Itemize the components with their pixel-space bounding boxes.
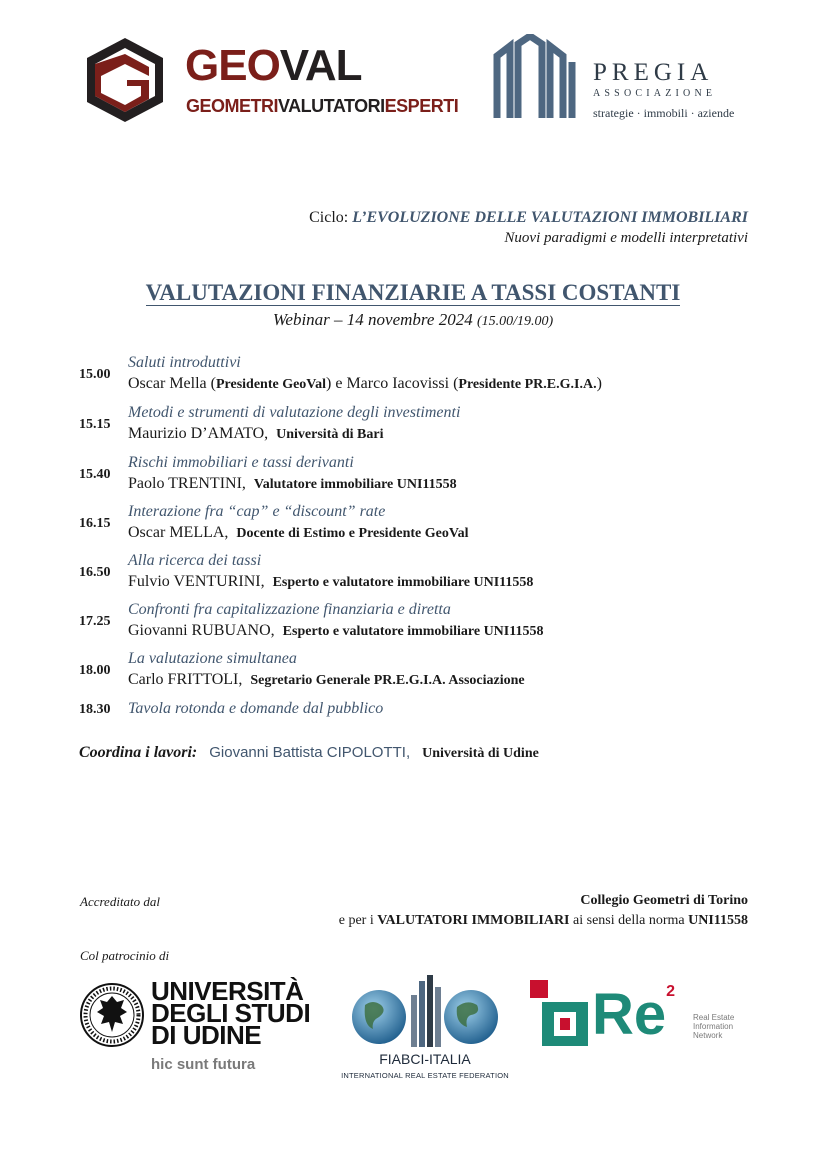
- program-speaker-opening: [128, 375, 602, 393]
- speaker-name: Giovanni RUBUANO,: [128, 622, 275, 639]
- program-time: 16.15: [79, 516, 111, 531]
- fiabci-globes-icon: [345, 975, 505, 1047]
- re2-line2: Information: [693, 1022, 734, 1031]
- program-speaker: [128, 671, 525, 689]
- webinar-hours: (15.00/19.00): [476, 314, 554, 329]
- geoval-name-dark: VAL: [279, 41, 362, 90]
- re2-sup: 2: [666, 983, 676, 1000]
- fiabci-logo: [340, 975, 510, 1081]
- accreditation-body: Collegio Geometri di Torino: [580, 893, 748, 908]
- coordination-label: Coordina i lavori:: [79, 744, 198, 761]
- opening-mid: ) e Marco Iacovissi (: [326, 375, 459, 392]
- speaker-affiliation: Esperto e valutatore immobiliare UNI11558: [272, 575, 534, 590]
- program-topic: Saluti introduttivi: [128, 354, 241, 371]
- speaker-affiliation: Docente di Estimo e Presidente GeoVal: [236, 526, 469, 541]
- program-speaker: [128, 622, 543, 640]
- geoval-sub-3: ESPERTI: [384, 96, 459, 116]
- event-title: [0, 280, 826, 306]
- uniud-logo: [79, 978, 329, 1078]
- speaker-name: Oscar MELLA,: [128, 524, 229, 541]
- re2-square-icon: [530, 980, 592, 1048]
- program-speaker: [128, 524, 469, 542]
- cycle-label: Ciclo:: [309, 209, 349, 226]
- program-time: 16.50: [79, 565, 111, 580]
- cycle-line: [309, 208, 748, 227]
- program-time: 15.00: [79, 367, 111, 382]
- program-speaker: [128, 475, 457, 493]
- coordination-name: Giovanni Battista CIPOLOTTI,: [209, 744, 411, 761]
- fiabci-subtitle: INTERNATIONAL REAL ESTATE FEDERATION: [341, 1071, 509, 1080]
- speaker-name: Maurizio D’AMATO,: [128, 425, 269, 442]
- event-title-text: VALUTAZIONI FINANZIARIE A TASSI COSTANTI: [145, 280, 681, 305]
- accreditation-label: Accreditato dal: [80, 894, 161, 909]
- re2-logo: [530, 980, 750, 1050]
- program-speaker: [128, 425, 383, 443]
- program-time: 18.30: [79, 702, 111, 717]
- program-topic: Confronti fra capitalizzazione finanziaria e diretta: [128, 601, 451, 618]
- coordination-affiliation: Università di Udine: [422, 746, 539, 761]
- cycle-subtitle: Nuovi paradigmi e modelli interpretativi: [504, 230, 748, 246]
- geoval-name-red: GEO: [185, 41, 280, 90]
- re2-line1: Real Estate: [693, 1013, 735, 1022]
- re2-line3: Network: [693, 1031, 723, 1040]
- speaker-affiliation: Università di Bari: [276, 427, 384, 442]
- norm-code: UNI11558: [688, 913, 748, 928]
- opening-role1: Presidente GeoVal: [215, 377, 327, 392]
- program-time: 15.40: [79, 467, 111, 482]
- norm-bold: VALUTATORI IMMOBILIARI: [377, 913, 570, 928]
- webinar-date: Webinar – 14 novembre 2024: [272, 310, 473, 329]
- pregia-columns-icon: [492, 34, 578, 120]
- uniud-line2: DEGLI STUDI: [151, 998, 311, 1028]
- norm-pre: e per i: [338, 913, 378, 928]
- geoval-logo: [79, 34, 459, 126]
- speaker-affiliation: Segretario Generale PR.E.G.I.A. Associazione: [250, 673, 525, 688]
- geoval-hexagon-icon: [79, 34, 171, 126]
- re2-wordmark: [592, 982, 676, 1047]
- uniud-seal-icon: [79, 982, 145, 1048]
- program-time: 18.00: [79, 663, 111, 678]
- pregia-logo: [492, 34, 752, 124]
- speaker-affiliation: Esperto e valutatore immobiliare UNI11558: [282, 624, 544, 639]
- opening-end: ): [596, 375, 602, 392]
- accreditation-norm: [339, 913, 748, 929]
- re2-main: Re: [592, 982, 667, 1047]
- fiabci-name: FIABCI-ITALIA: [379, 1051, 471, 1067]
- opening-role2: Presidente PR.E.G.I.A.: [458, 377, 597, 392]
- program-topic: Metodi e strumenti di valutazione degli investimenti: [128, 404, 461, 421]
- program-topic: Alla ricerca dei tassi: [128, 552, 262, 569]
- uniud-motto: hic sunt futura: [151, 1056, 256, 1073]
- pregia-tagline: strategie · immobili · aziende: [593, 106, 735, 120]
- program-topic: La valutazione simultanea: [128, 650, 297, 667]
- program-topic: Interazione fra “cap” e “discount” rate: [128, 503, 386, 520]
- cycle-title: L’EVOLUZIONE DELLE VALUTAZIONI IMMOBILIARI: [352, 209, 748, 226]
- pregia-name: PREGIA: [593, 59, 714, 86]
- speaker-name: Paolo TRENTINI,: [128, 475, 246, 492]
- program-topic: Tavola rotonda e domande dal pubblico: [128, 700, 384, 717]
- geoval-sub-2: VALUTATORI: [278, 96, 385, 116]
- program-time: 17.25: [79, 614, 111, 629]
- speaker-name: Carlo FRITTOLI,: [128, 671, 243, 688]
- event-date: [0, 310, 826, 330]
- speaker-name: Fulvio VENTURINI,: [128, 573, 265, 590]
- program-time: 15.15: [79, 417, 111, 432]
- program-speaker: [128, 573, 533, 591]
- norm-mid: ai sensi della norma: [569, 913, 689, 928]
- patronage-label: Col patrocinio di: [80, 948, 170, 963]
- uniud-line3: DI UDINE: [151, 1020, 262, 1050]
- speaker-affiliation: Valutatore immobiliare UNI11558: [253, 477, 457, 492]
- coordination-line: [79, 744, 539, 762]
- opening-name1: Oscar Mella (: [128, 375, 216, 392]
- program-topic: Rischi immobiliari e tassi derivanti: [128, 454, 354, 471]
- uniud-line1: UNIVERSITÀ: [151, 976, 304, 1006]
- geoval-sub-1: GEOMETRI: [186, 96, 279, 116]
- pregia-assoc: ASSOCIAZIONE: [593, 88, 717, 99]
